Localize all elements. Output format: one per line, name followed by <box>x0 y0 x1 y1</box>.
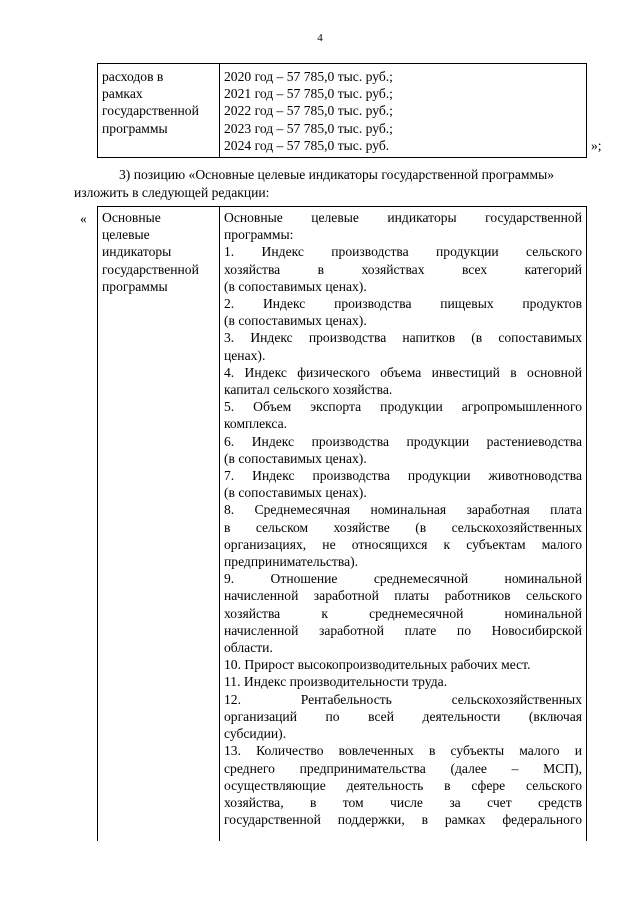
indicator-line: 4. Индекс физического объема инвестиций в основной <box>224 364 582 380</box>
expenses-table <box>97 63 587 158</box>
intro-line: Основные целевые индикаторы государственной <box>224 210 582 225</box>
year-line: 2021 год – 57 785,0 тыс. руб.; <box>224 86 393 102</box>
indicator-line: 13. Количество вовлеченных в субъекты малого и <box>224 743 582 759</box>
indicator-item <box>224 691 582 743</box>
indicator-line: начисленной заработной плате по Новосибирской <box>224 622 582 638</box>
indicator-line: (в сопоставимых ценах). <box>224 485 367 501</box>
label-line: программы <box>102 278 168 294</box>
indicator-item <box>224 570 582 656</box>
indicator-line: среднего предпринимательства (далее – МСП), <box>224 760 582 776</box>
indicator-line: области. <box>224 640 273 656</box>
indicators-intro <box>224 209 582 243</box>
year-line: 2022 год – 57 785,0 тыс. руб.; <box>224 103 393 119</box>
indicators-list-cell <box>220 207 587 842</box>
indicator-line: 1. Индекс производства продукции сельского <box>224 244 582 260</box>
indicators-table <box>97 206 587 841</box>
indicator-line: (в сопоставимых ценах). <box>224 450 367 466</box>
indicator-item <box>224 243 582 295</box>
indicator-line: субсидии). <box>224 726 287 742</box>
indicator-line: 6. Индекс производства продукции растениеводства <box>224 433 582 449</box>
indicator-line: государственной поддержки, в рамках федерального <box>224 812 582 828</box>
indicator-item <box>224 329 582 363</box>
indicator-line: осуществляющие деятельность в сфере сельского <box>224 777 582 793</box>
label-line: государственной <box>102 261 199 277</box>
paragraph-line: 3) позицию «Основные целевые индикаторы государственной программы» <box>119 167 555 182</box>
label-line: индикаторы <box>102 244 172 260</box>
indicator-line: в сельском хозяйстве (в сельскохозяйственных <box>224 519 582 535</box>
opening-quote: « <box>80 211 87 226</box>
indicator-item <box>224 656 582 673</box>
indicator-line: хозяйства к среднемесячной номинальной <box>224 605 582 621</box>
label-line: Основные <box>102 210 161 225</box>
label-line: программы <box>102 120 168 136</box>
indicator-line: 7. Индекс производства продукции животноводства <box>224 468 582 484</box>
indicator-line: хозяйства, в том числе за счет средств <box>224 794 582 810</box>
indicator-line: 12. Рентабельность сельскохозяйственных <box>224 691 582 707</box>
indicator-item <box>224 742 582 828</box>
closing-quote: »; <box>591 138 602 153</box>
indicator-line: 11. Индекс производительности труда. <box>224 674 448 690</box>
indicator-line: ценах). <box>224 347 266 363</box>
label-line: государственной <box>102 103 199 119</box>
indicator-line: предпринимательства). <box>224 554 359 570</box>
indicator-line: 10. Прирост высокопроизводительных рабочих мест. <box>224 657 531 673</box>
indicator-line: капитал сельского хозяйства. <box>224 382 393 398</box>
indicator-line: (в сопоставимых ценах). <box>224 278 367 294</box>
page-number: 4 <box>317 32 323 44</box>
indicator-line: хозяйства в хозяйствах всех категорий <box>224 261 582 277</box>
indicator-line: начисленной заработной платы работников сельского <box>224 588 582 604</box>
indicator-item <box>224 673 582 690</box>
indicator-item <box>224 467 582 501</box>
paragraph-line: изложить в следующей редакции: <box>74 185 270 200</box>
indicator-line: 2. Индекс производства пищевых продуктов <box>224 296 582 312</box>
expenses-label-cell <box>98 64 220 158</box>
indicator-item <box>224 398 582 432</box>
year-line: 2024 год – 57 785,0 тыс. руб. <box>224 137 390 153</box>
indicator-line: 3. Индекс производства напитков (в сопоставимых <box>224 330 582 346</box>
year-line: 2023 год – 57 785,0 тыс. руб.; <box>224 120 393 136</box>
year-line: 2020 год – 57 785,0 тыс. руб.; <box>224 69 393 84</box>
label-line: рамках <box>102 86 143 102</box>
indicator-line: организациях, не относящихся к субъектам малого <box>224 536 582 552</box>
indicators-label-cell <box>98 207 220 842</box>
indicator-line: (в сопоставимых ценах). <box>224 313 367 329</box>
indicator-line: организаций по всей деятельности (включая <box>224 708 582 724</box>
label-line: целевые <box>102 227 150 243</box>
amendment-paragraph <box>74 166 590 202</box>
indicator-line: 8. Среднемесячная номинальная заработная плата <box>224 502 582 518</box>
indicator-item <box>224 501 582 570</box>
indicator-line: комплекса. <box>224 416 288 432</box>
expenses-values-cell <box>220 64 587 158</box>
label-line: расходов в <box>102 69 164 84</box>
indicator-item <box>224 295 582 329</box>
intro-line: программы: <box>224 227 294 243</box>
indicator-item <box>224 364 582 398</box>
indicator-line: 9. Отношение среднемесячной номинальной <box>224 571 582 587</box>
indicator-line: 5. Объем экспорта продукции агропромышленного <box>224 399 582 415</box>
indicator-item <box>224 433 582 467</box>
